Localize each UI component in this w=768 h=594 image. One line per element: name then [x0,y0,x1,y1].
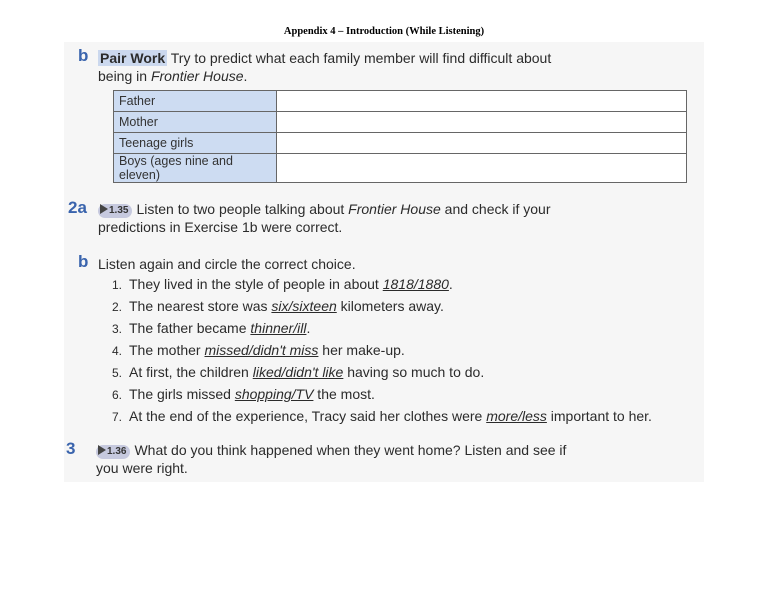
item-text: At first, the children [129,364,253,380]
answer-cell[interactable] [277,133,687,154]
list-item [112,340,652,362]
item-text: having so much to do. [343,364,485,380]
item-text: They lived in the style of people in about [129,276,383,292]
table-row [114,154,687,183]
table-row [114,91,687,112]
list-item [112,406,652,428]
audio-track-badge[interactable] [98,204,132,218]
exercise-1b-line2-pre: being in [98,68,151,84]
page-title: Appendix 4 – Introduction (While Listening) [283,26,485,37]
row-label: Father [114,91,277,112]
pair-work-label: Pair Work [100,50,166,66]
choice-list [112,274,652,428]
item-number: 1. [112,278,123,292]
item-number: 2. [112,300,123,314]
exercise-1b-text [98,49,551,85]
row-label: Boys (ages nine and eleven) [114,154,277,183]
item-text: the most. [313,386,375,402]
list-item [112,274,652,296]
item-text: kilometers away. [336,298,444,314]
exercise-2a-line1-pre: Listen to two people talking about [136,201,349,217]
item-text: The girls missed [129,386,235,402]
item-text: The father became [129,320,251,336]
list-item [112,318,652,340]
item-text: important to her. [546,408,652,424]
exercise-2a-number: 2a [68,198,87,217]
exercise-3-line1: What do you think happened when they went home? Listen and see if [134,442,567,458]
exercise-2b-instruction: Listen again and circle the correct choice. [98,256,356,272]
frontier-house-title: Frontier House [150,68,244,84]
answer-cell[interactable] [277,112,687,133]
item-text: . [306,320,311,336]
item-number: 3. [112,322,123,336]
track-number: 1.35 [109,205,129,216]
item-text: . [448,276,453,292]
answer-cell[interactable] [277,91,687,112]
exercise-2a-text [98,200,551,236]
item-number: 7. [112,410,123,424]
list-item [112,362,652,384]
list-item [112,384,652,406]
exercise-1b-line2-post: . [243,68,248,84]
exercise-2a-line1-post: and check if your [440,201,551,217]
choice-option[interactable]: six/sixteen [271,298,337,314]
item-text: her make-up. [318,342,405,358]
exercise-3-text [96,441,566,477]
exercise-2a-line2: predictions in Exercise 1b were correct. [98,219,343,235]
exercise-3-number: 3 [66,439,76,458]
exercise-1b-line1: Try to predict what each family member will find difficult about [167,50,552,66]
frontier-house-title: Frontier House [348,201,441,217]
exercise-3-line2: you were right. [96,460,188,476]
item-number: 6. [112,388,123,402]
family-member-table [113,90,687,183]
item-text: The nearest store was [129,298,272,314]
list-item [112,296,652,318]
exercise-1b-number: b [78,46,89,65]
choice-option[interactable]: thinner/ill [250,320,307,336]
item-text: The mother [129,342,205,358]
choice-option[interactable]: 1818/1880 [382,276,449,292]
table-row [114,133,687,154]
row-label: Mother [114,112,277,133]
choice-option[interactable]: more/less [486,408,547,424]
item-number: 5. [112,366,123,380]
play-icon [98,445,106,455]
item-text: At the end of the experience, Tracy said her clothes were [129,408,487,424]
track-number: 1.36 [107,446,127,457]
item-number: 4. [112,344,123,358]
choice-option[interactable]: shopping/TV [234,386,314,402]
choice-option[interactable]: missed/didn't miss [204,342,319,358]
answer-cell[interactable] [277,154,687,183]
exercise-2b-number: b [78,252,89,271]
table-row [114,112,687,133]
audio-track-badge[interactable] [96,445,130,459]
row-label: Teenage girls [114,133,277,154]
choice-option[interactable]: liked/didn't like [252,364,344,380]
play-icon [100,204,108,214]
